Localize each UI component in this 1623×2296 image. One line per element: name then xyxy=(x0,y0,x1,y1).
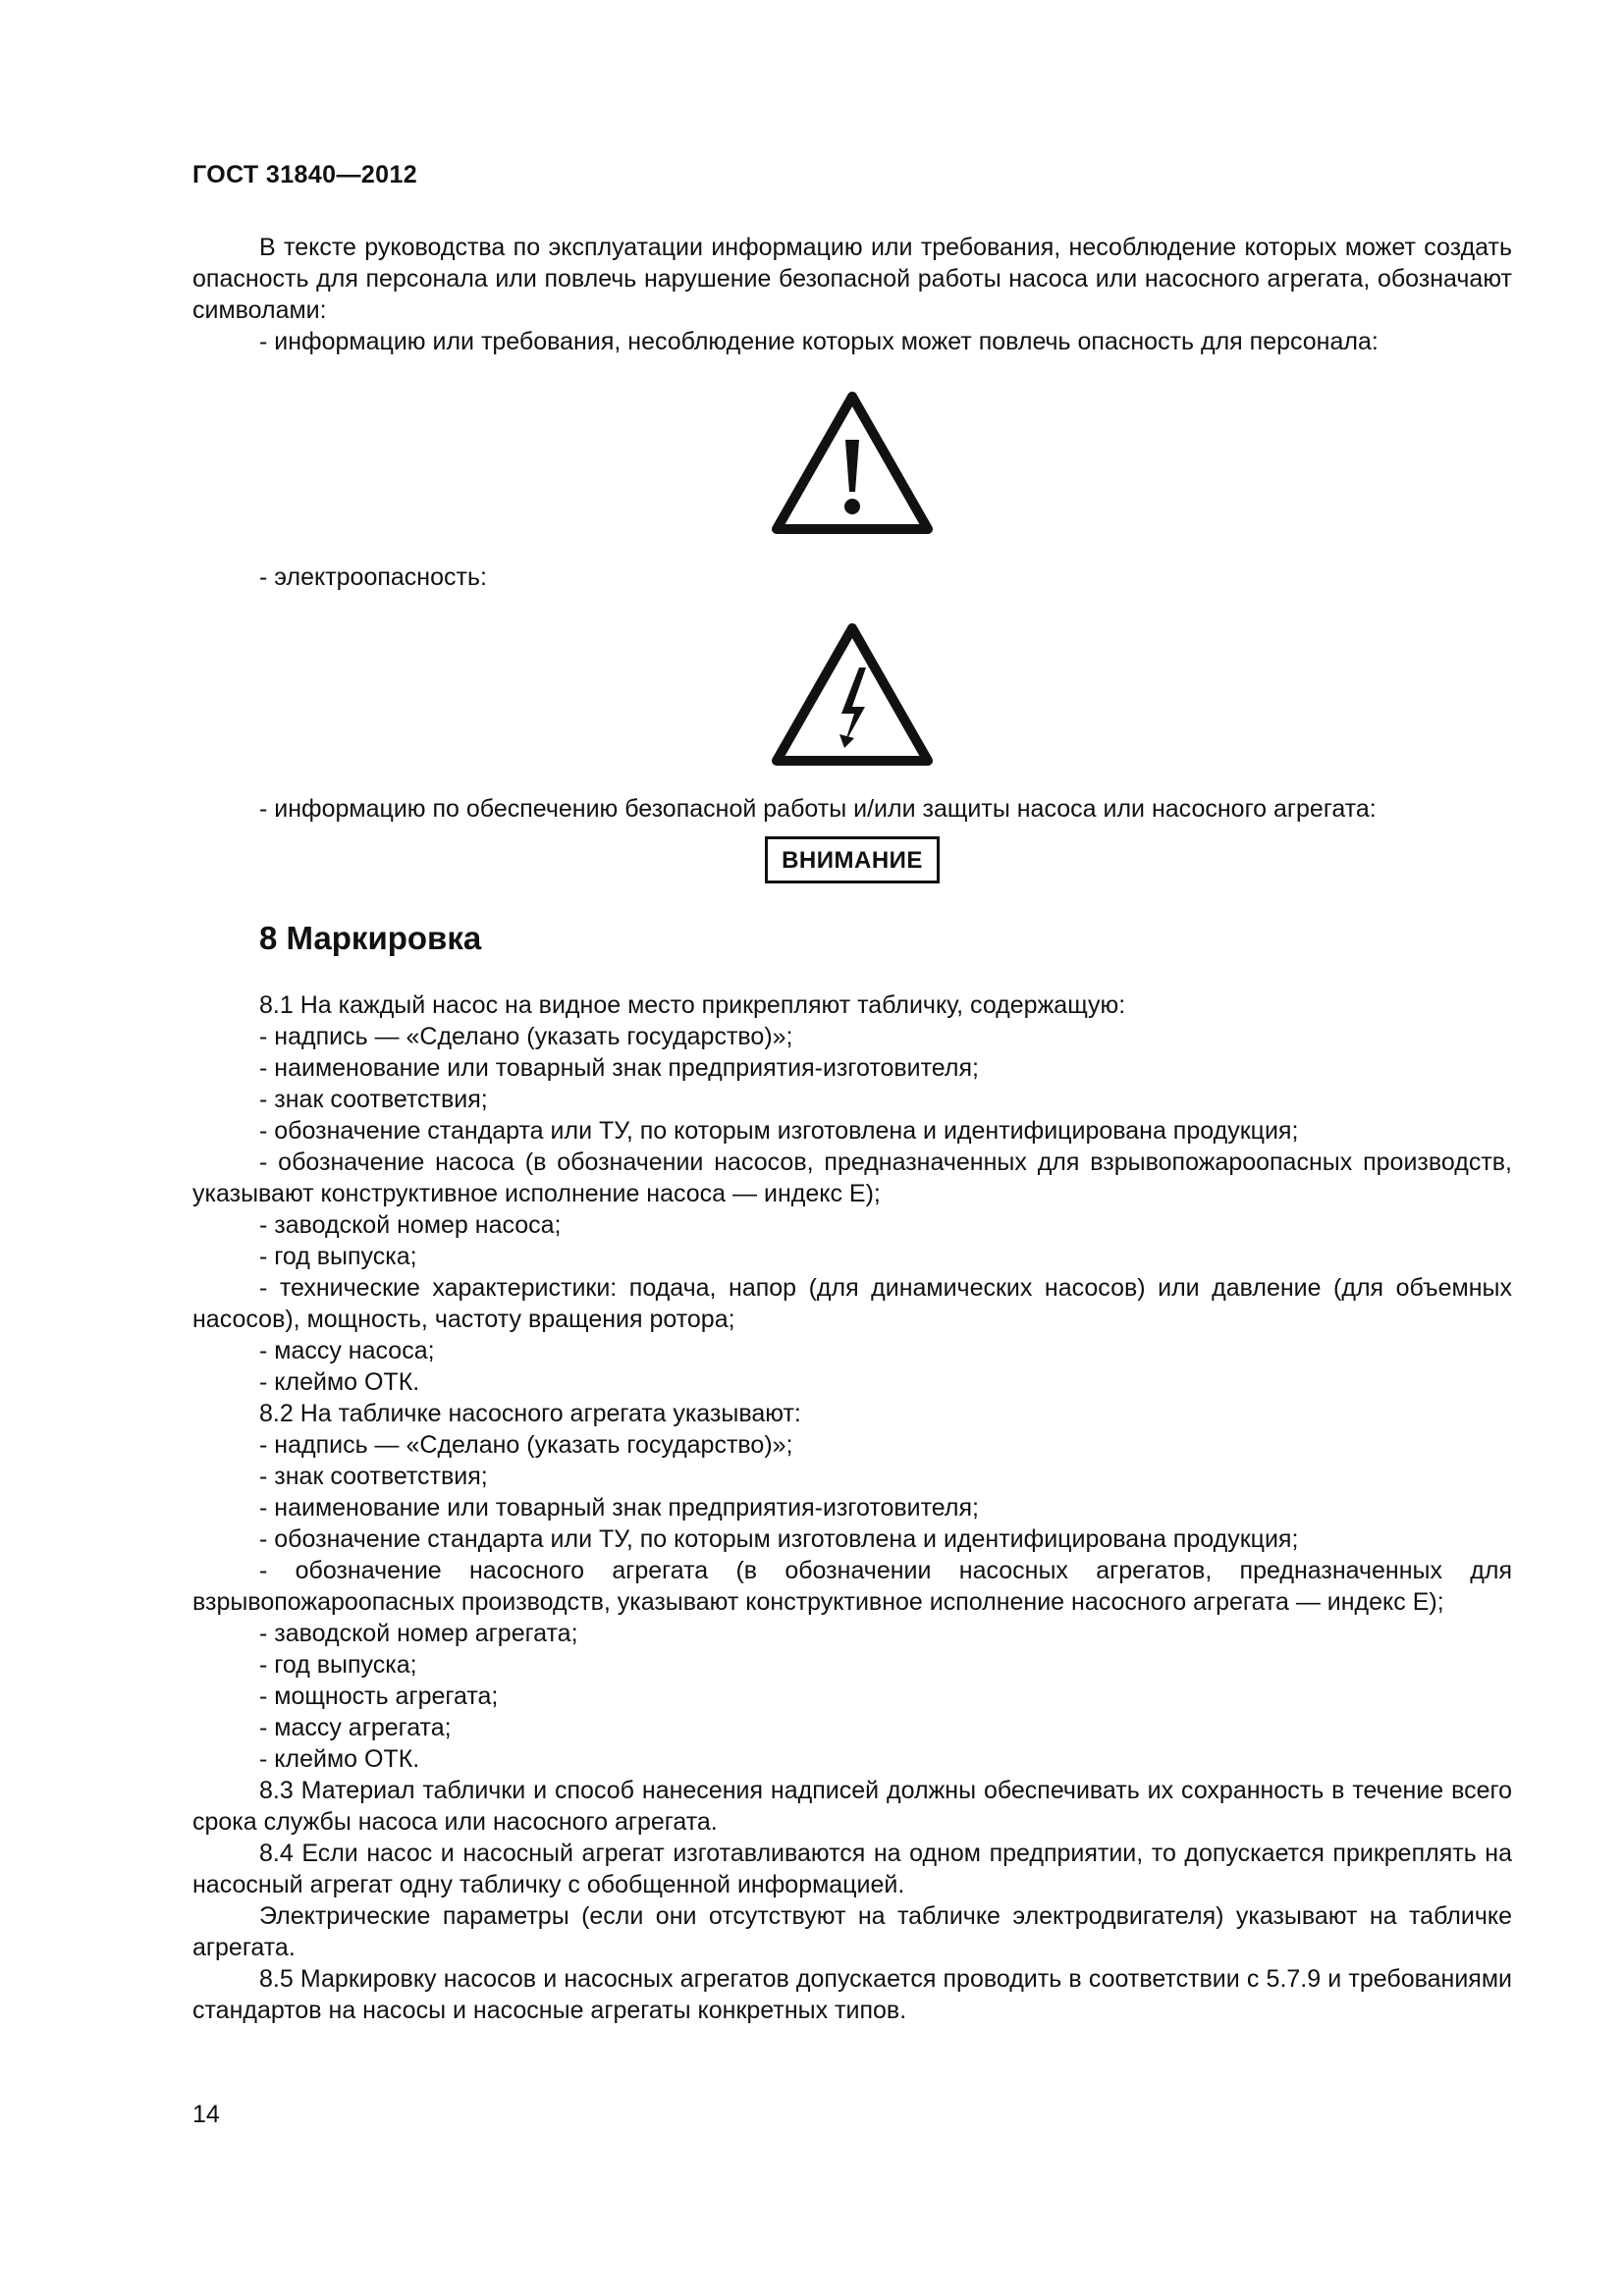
intro-paragraph: В тексте руководства по эксплуатации информацию или требования, несоблюдение которых может создать опасность для персонала или повлечь нарушение безопасной работы насоса или насосного агрегата, обозначают символами: xyxy=(192,234,1512,324)
attention-sign xyxy=(192,836,1512,883)
electric-hazard-sign xyxy=(192,622,1512,768)
list-item: - наименование или товарный знак предприятия-изготовителя; xyxy=(259,1054,979,1082)
warning-sign xyxy=(192,391,1512,536)
list-item: - год выпуска; xyxy=(259,1651,417,1679)
paragraph-8-4: 8.4 Если насос и насосный агрегат изготавливаются на одном предприятии, то допускается прикреплять на насосный агрегат одну табличку с обобщенной информацией. xyxy=(192,1840,1512,1898)
list-item: - обозначение стандарта или ТУ, по которым изготовлена и идентифицирована продукция; xyxy=(259,1525,1299,1553)
list-item: - массу агрегата; xyxy=(259,1714,452,1741)
list-item: - массу насоса; xyxy=(259,1337,435,1364)
list-item: - клеймо ОТК. xyxy=(259,1745,420,1773)
list-item: - обозначение насосного агрегата (в обозначении насосных агрегатов, предназначенных для взрывопожароопасных производств, указывают конструктивное исполнение насосного агрегата — индекс Е); xyxy=(192,1557,1512,1616)
list-item: - надпись — «Сделано (указать государство)»; xyxy=(259,1431,793,1459)
exclamation-warning-icon xyxy=(771,391,934,536)
list-item: - клеймо ОТК. xyxy=(259,1368,420,1396)
lightning-bolt-icon xyxy=(771,622,934,768)
document-code: ГОСТ 31840—2012 xyxy=(192,161,418,188)
list-item: - мощность агрегата; xyxy=(259,1682,499,1710)
list-item: - обозначение насоса (в обозначении насосов, предназначенных для взрывопожароопасных производств, указывают конструктивное исполнение насоса — индекс Е); xyxy=(192,1148,1512,1207)
list-item: - наименование или товарный знак предприятия-изготовителя; xyxy=(259,1494,979,1522)
list-item-personnel-danger: - информацию или требования, несоблюдение которых может повлечь опасность для персонала: xyxy=(259,328,1379,355)
paragraph-8-3: 8.3 Материал таблички и способ нанесения надписей должны обеспечивать их сохранность в течение всего срока службы насоса или насосного агрегата. xyxy=(192,1777,1512,1836)
page-number: 14 xyxy=(192,2101,220,2128)
list-item: - обозначение стандарта или ТУ, по которым изготовлена и идентифицирована продукция; xyxy=(259,1117,1299,1145)
list-item: - заводской номер агрегата; xyxy=(259,1620,578,1647)
list-item: - заводской номер насоса; xyxy=(259,1211,562,1239)
section-title: 8 Маркировка xyxy=(259,920,482,956)
attention-label: ВНИМАНИЕ xyxy=(765,836,940,883)
list-item: - надпись — «Сделано (указать государство)»; xyxy=(259,1023,793,1050)
list-item: - технические характеристики: подача, напор (для динамических насосов) или давление (для объемных насосов), мощность, частоту вращения ротора; xyxy=(192,1274,1512,1333)
page-content xyxy=(192,232,1512,2026)
list-item: - знак соответствия; xyxy=(259,1086,488,1113)
paragraph-8-5: 8.5 Маркировку насосов и насосных агрегатов допускается проводить в соответствии с 5.7.9 и требованиями стандартов на насосы и насосные агрегаты конкретных типов. xyxy=(192,1965,1512,2024)
paragraph-8-1: 8.1 На каждый насос на видное место прикрепляют табличку, содержащую: xyxy=(259,991,1126,1019)
list-item: - знак соответствия; xyxy=(259,1463,488,1490)
paragraph-8-2: 8.2 На табличке насосного агрегата указывают: xyxy=(259,1400,801,1427)
list-item-electric-danger: - электроопасность: xyxy=(259,563,487,591)
list-item: - год выпуска; xyxy=(259,1243,417,1270)
list-item-safety-info: - информацию по обеспечению безопасной работы и/или защиты насоса или насосного агрегата: xyxy=(259,795,1377,823)
paragraph-electric-parameters: Электрические параметры (если они отсутствуют на табличке электродвигателя) указывают на табличке агрегата. xyxy=(192,1902,1512,1961)
